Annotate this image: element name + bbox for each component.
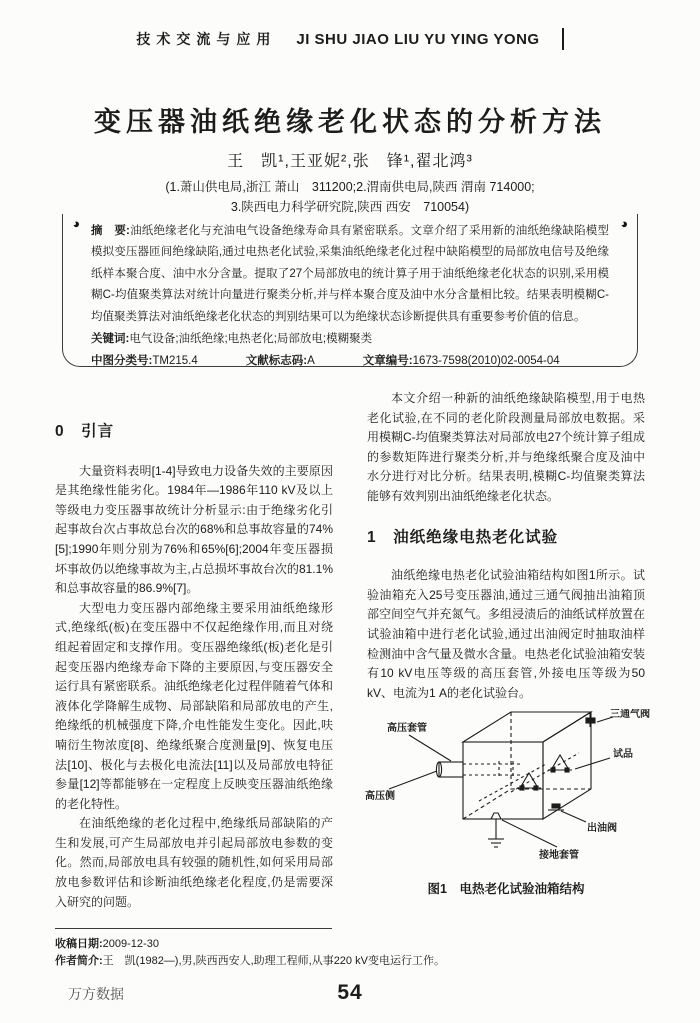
- figure-label-hv-bushing: 高压套管: [387, 723, 427, 735]
- tank-top-face: [463, 712, 591, 742]
- doc-code-item: [246, 351, 315, 371]
- running-head-divider: [562, 28, 564, 50]
- keywords-label: 关键词:: [91, 333, 130, 346]
- hv-bushing-shape: [436, 761, 521, 779]
- article-id-item: [363, 351, 560, 371]
- figure-label-ground-bushing: 接地套管: [539, 850, 579, 862]
- article-id-value: 1673-7598(2010)02-0054-04: [412, 355, 560, 368]
- doc-code-label: 文献标志码:: [245, 355, 308, 368]
- received-date-label: 收稿日期:: [55, 938, 103, 950]
- abstract-paragraph: [91, 221, 609, 328]
- intro-paragraph-3: 在油纸绝缘的老化过程中,绝缘纸局部缺陷的产生和发展,可产生局部放电并引起局部放电参数的变化。然而,局部放电具有较强的随机性,如何采用局部放电参数评估和诊断油纸绝缘老化程度,仍是需要深入研究的问题。: [55, 816, 333, 909]
- intro-paragraph-2: 大型电力变压器内部绝缘主要采用油纸绝缘形式,绝缘纸(板)在变压器中不仅起绝缘作用,而且对绕组起着固定和支撑作用。变压器绝缘纸(板)老化是引起变压器内绝缘寿命下降的主要原因,与变压器安全运行具有紧密联系。油纸绝缘老化过程伴随着气体和液体化学降解生成物、局部缺陷和局部放电的产生,绝缘纸的机械强度下降,介电性能发生变化。因此,呋喃衍生物浓度[8]、绝缘纸聚合度测量[9]、恢复电压法[10]、极化与去极化电流法[11]以及局部放电特征参量[12]等都能够在一定程度上反映变压器油纸绝缘的老化特性。: [55, 600, 333, 811]
- abstract-text: 油纸绝缘老化与充油电气设备绝缘寿命具有紧密联系。文章介绍了采用新的油纸绝缘缺陷模型模拟变压器匝间绝缘缺陷,通过电热老化试验,采集油纸绝缘老化过程中缺陷模型的局部放电信号及绝缘纸样本聚合度、油中水分含量。提取了27个局部放电的统计算子用于油纸绝缘老化状态的识别,采用模糊C-均值聚类算法对统计向量进行聚类分析,并与样本聚合度及油中水分含量相比较。结果表明模糊C-均值聚类算法对油纸绝缘老化状态的判别结果可以为绝缘状态诊断提供具有重要参考价值的信息。: [91, 225, 609, 323]
- running-head-pinyin: JI SHU JIAO LIU YU YING YONG: [296, 30, 540, 48]
- specimen-shelf: [479, 753, 579, 801]
- right-column: [365, 389, 650, 900]
- overview-paragraph: 本文介绍一种新的油纸绝缘缺陷模型,用于电热老化试验,在不同的老化阶段测量局部放电数据。采用模糊C-均值聚类算法对局部放电27个统计算子组成的参数矩阵进行聚类分析,并与绝缘纸聚合度及油中水分进行对比分析。结果表明,模糊C-均值聚类算法能够有效判别出油纸绝缘老化状态。: [367, 391, 646, 503]
- leader-lines: [389, 717, 613, 847]
- clc-label: 中图分类号:: [91, 355, 153, 368]
- journal-running-head: [0, 28, 700, 50]
- figure-label-gas-valve: 三通气阀: [610, 709, 650, 721]
- keywords-line: [91, 329, 609, 349]
- figure1-diagram: [361, 709, 650, 876]
- author-bio-label: 作者简介:: [55, 955, 103, 967]
- abstract-label: 摘 要:: [91, 225, 130, 237]
- tank-hidden-edges: [463, 712, 591, 819]
- clc-item: [91, 351, 198, 371]
- doc-code-value: A: [307, 355, 315, 368]
- classification-line: [91, 351, 609, 371]
- clc-value: TM215.4: [152, 355, 198, 368]
- affiliation-line-2: 3.陕西电力科学研究院,陕西 西安 710054): [230, 200, 470, 214]
- author-line: 王 凯¹,王亚妮²,张 锋¹,翟北鸿³: [227, 153, 473, 170]
- footnote-block: [55, 928, 485, 970]
- oil-tank-schematic: [361, 709, 651, 869]
- author-bio-line: [55, 953, 485, 970]
- leaf-ornament-icon: ◕: [69, 215, 83, 232]
- received-date-line: [55, 936, 485, 953]
- article-title: 变压器油纸绝缘老化状态的分析方法: [94, 107, 606, 138]
- figure1-caption: 图1 电热老化试验油箱结构: [427, 881, 585, 896]
- keywords-text: 电气设备;油纸绝缘;电热老化;局部放电;模糊聚类: [129, 333, 373, 346]
- ground-bushing-shape: [488, 813, 504, 847]
- figure-label-specimen: 试品: [613, 749, 633, 761]
- tank-front-face: [463, 742, 543, 819]
- affiliation-line-1: (1.萧山供电局,浙江 萧山 311200;2.渭南供电局,陕西 渭南 714000;: [165, 180, 535, 194]
- section-heading-0: 0 引言: [55, 423, 115, 440]
- footnote-rule: [55, 928, 332, 929]
- tank-right-face: [543, 712, 591, 819]
- leaf-ornament-icon: ◕: [617, 215, 631, 232]
- section1-paragraph: 油纸绝缘电热老化试验油箱结构如图1所示。试验油箱充入25号变压器油,通过三通气阀抽出油箱顶部空间空气并充氮气。多组浸渍后的油纸试样放置在试验油箱中进行老化试验,通过出油阀定时抽取油样检测油中含气量及微水含量。电热老化试验油箱安装有10 kV电压等级的高压套管,外接电压等级为50 kV、电流为1 A的老化试验台。: [367, 568, 645, 700]
- figure-label-hv-side: 高压侧: [365, 791, 395, 803]
- running-head-chinese: 技术交流与应用: [136, 31, 277, 47]
- figure-label-oil-valve: 出油阀: [587, 823, 617, 835]
- left-column: [55, 422, 333, 912]
- abstract-box: [62, 214, 638, 367]
- author-bio-value: 王 凯(1982—),男,陕西西安人,助理工程师,从事220 kV变电运行工作。: [102, 955, 445, 967]
- wanfang-watermark: 万方数据: [68, 986, 124, 1002]
- section-heading-1: 1 油纸绝缘电热老化试验: [367, 528, 559, 546]
- received-date-value: 2009-12-30: [102, 938, 159, 950]
- intro-paragraph-1: 大量资料表明[1-4]导致电力设备失效的主要原因是其绝缘性能劣化。1984年—1986年110 kV及以上等级电力变压器事故统计分析显示:由于绝缘劣化引起事故台次占事故总台次的68%和总事故容量的74%[5];1990年则分别为76%和65%[6];2004年变压器损坏事故仍以绝缘事故为主,占总损坏事故台次的81.1%和总事故容量的86.9%[7]。: [55, 463, 333, 596]
- article-id-label: 文章编号:: [362, 355, 413, 368]
- page-number: 54: [337, 981, 363, 1004]
